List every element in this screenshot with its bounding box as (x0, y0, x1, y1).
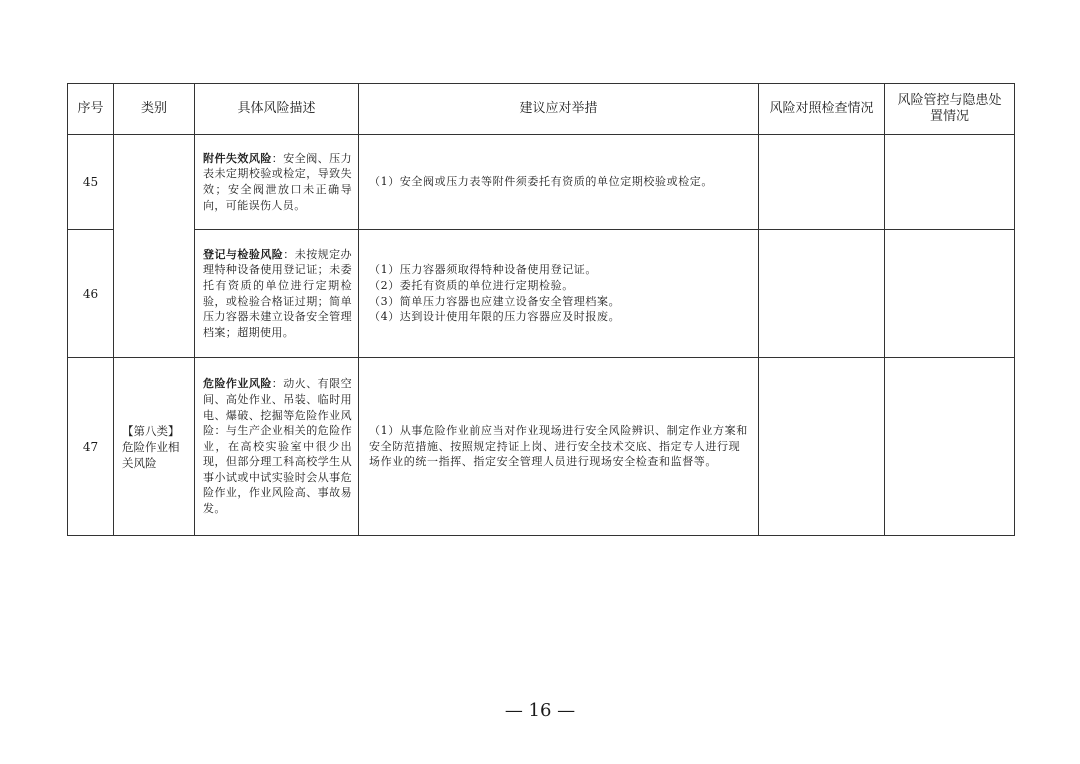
risk-title: 登记与检验风险 (203, 247, 284, 261)
risk-title: 附件失效风险 (203, 151, 272, 165)
row-number: 45 (68, 135, 114, 230)
category-bracket: 【第八类】 (122, 423, 180, 438)
risk-description (195, 358, 359, 536)
risk-description (195, 230, 359, 358)
measures-cell (359, 358, 759, 536)
risk-table (67, 83, 1015, 536)
table-row (68, 230, 1015, 358)
header-risk-description: 具体风险描述 (195, 84, 359, 135)
header-measures: 建议应对举措 (359, 84, 759, 135)
table-header-row (68, 84, 1015, 135)
measures-cell (359, 135, 759, 230)
page-number: — 16 — (504, 700, 576, 721)
risk-control-cell[interactable] (885, 135, 1015, 230)
risk-control-cell[interactable] (885, 358, 1015, 536)
category-name: 危险作业相关风险 (122, 439, 180, 470)
risk-body: ：动火、有限空间、高处作业、吊装、临时用电、爆破、挖掘等危险作业风险：与生产企业相关的危险作业，在高校实验室中很少出现，但部分理工科高校学生从事小试或中试实验时会从事危险作业，作业风险高、事故易发。 (203, 377, 352, 516)
measure-item: （1）压力容器须取得特种设备使用登记证。 (369, 263, 597, 277)
risk-control-cell[interactable] (885, 230, 1015, 358)
table-row (68, 358, 1015, 536)
risk-check-cell[interactable] (759, 358, 885, 536)
measure-item: （2）委托有资质的单位进行定期检验。 (369, 278, 574, 292)
header-category: 类别 (114, 84, 195, 135)
row-number: 46 (68, 230, 114, 358)
header-risk-control: 风险管控与隐患处置情况 (885, 84, 1015, 135)
header-serial: 序号 (68, 84, 114, 135)
measure-item: （1）安全阀或压力表等附件须委托有资质的单位定期校验或检定。 (369, 175, 713, 189)
category-cell (114, 358, 195, 536)
risk-check-cell[interactable] (759, 230, 885, 358)
risk-body: ：安全阀、压力表未定期校验或检定，导致失效；安全阀泄放口未正确导向，可能误伤人员。 (203, 151, 352, 212)
header-risk-check: 风险对照检查情况 (759, 84, 885, 135)
table-row (68, 135, 1015, 230)
measure-item: （4）达到设计使用年限的压力容器应及时报废。 (369, 310, 621, 324)
measure-item: （3）简单压力容器也应建立设备安全管理档案。 (369, 294, 621, 308)
risk-description (195, 135, 359, 230)
risk-title: 危险作业风险 (203, 377, 272, 391)
risk-body: ：未按规定办理特种设备使用登记证；未委托有资质的单位进行定期检验，或检验合格证过期；简单压力容器未建立设备安全管理档案；超期使用。 (203, 247, 352, 339)
category-cell-empty (114, 135, 195, 358)
row-number: 47 (68, 358, 114, 536)
risk-check-cell[interactable] (759, 135, 885, 230)
measures-cell (359, 230, 759, 358)
measure-item: （1）从事危险作业前应当对作业现场进行安全风险辨识、制定作业方案和安全防范措施、按照规定持证上岗、进行安全技术交底、指定专人进行现场作业的统一指挥、指定安全管理人员进行现场安全检查和监督等。 (369, 424, 748, 469)
